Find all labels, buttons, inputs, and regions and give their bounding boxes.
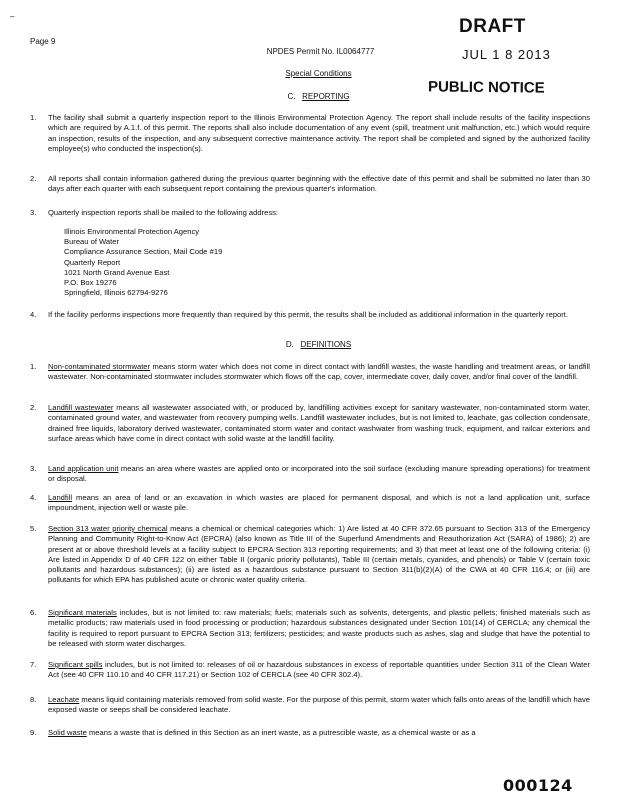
definition-text: means storm water which does not come in direct contact with landfill wastes, the waste handling and treatment areas, or landfill wastewater. Non-contaminated stormwater includes stormwater which flows off the cap, cover, intermediate cover, daily cover, and/or final cover of the landfill. xyxy=(48,362,590,382)
item-number: 6. xyxy=(30,608,37,617)
address-line: Compliance Assurance Section, Mail Code #19 xyxy=(64,247,223,257)
reporting-item xyxy=(30,208,590,218)
definition-term: Section 313 water priority chemical xyxy=(48,524,168,533)
definition-text: means an area of land or an excavation in which wastes are placed for permanent disposal, and which is not a land application unit, surface impoundment, injection well or waste pile. xyxy=(48,493,590,513)
item-number: 2. xyxy=(30,403,37,412)
document-number: 000124 xyxy=(503,776,573,795)
definition-item xyxy=(30,493,590,514)
item-number: 1. xyxy=(30,362,37,371)
definition-term: Solid waste xyxy=(48,728,87,737)
item-number: 7. xyxy=(30,660,37,669)
section-c-letter: C. xyxy=(287,92,296,101)
definition-item xyxy=(30,403,590,444)
item-number: 4. xyxy=(30,310,37,319)
address-line: Springfield, Illinois 62794-9276 xyxy=(64,288,168,298)
definition-term: Landfill xyxy=(48,493,73,502)
definition-term: Significant materials xyxy=(48,608,117,617)
item-text: If the facility performs inspections more frequently than required by this permit, the results shall be included as additional information in the quarterly report. xyxy=(48,310,569,319)
section-c-title: REPORTING xyxy=(302,92,350,101)
address-line: 1021 North Grand Avenue East xyxy=(64,267,170,277)
public-notice-stamp: PUBLIC NOTICE xyxy=(427,78,545,97)
address-line: Illinois Environmental Protection Agency xyxy=(64,227,200,236)
definition-item xyxy=(30,524,590,586)
definition-text: includes, but is not limited to: releases of oil or hazardous substances in excess of reportable quantities under Section 311 of the Clean Water Act (see 40 CFR 110.10 and 40 CFR 117.21) or Section 102 of CERCLA (see 40 CFR 302.4). xyxy=(48,660,590,680)
definition-item xyxy=(30,695,590,716)
section-d-heading xyxy=(0,340,617,349)
mailing-address xyxy=(64,227,222,298)
permit-number: NPDES Permit No. IL0064777 xyxy=(266,47,375,56)
definition-text: means a chemical or chemical categories which: 1) Are listed at 40 CFR 372.65 pursuant to Section 313 of the Emergency Planning and Community Right-to-Know Act (EPCRA) (also known as Title III of the Superfund Amendments and Reauthorization Act (SARA) of 1986); 2) are present at or above threshold levels at a facility subject to EPCRA Section 313 reporting requirements; and 3) that meet at least one of the following criteria: (i) Are listed in Appendix D of 40 CFR 122 on either Table II (organic priority pollutants), Table III (certain metals, cyanides, and phenols) or Table V (certain toxic pollutants and hazardous substances); (ii) are listed as a hazardous substance pursuant to Section 311(b)(2)(A) of the CWA at 40 CFR 116.4; or (iii) are pollutants for which EPA has published acute or chronic water quality criteria. xyxy=(48,524,590,585)
special-conditions-heading: Special Conditions xyxy=(285,69,352,78)
definition-term: Leachate xyxy=(48,695,80,704)
definition-term: Land application unit xyxy=(48,464,119,473)
section-d-letter: D. xyxy=(285,340,294,349)
item-text: The facility shall submit a quarterly inspection report to the Illinois Environmental Protection Agency. The report shall include results of the facility inspections which are required by A.1.f. of this permit. The reports shall also include documentation of any event (spill, treatment unit malfunction, etc.) which would require an inspection, results of the inspection, and any subsequent corrective maintenance activity. The report shall be completed and signed by the authorized facility employee(s) who conducted the inspection(s). xyxy=(48,113,590,153)
definition-term: Landfill wastewater xyxy=(48,403,114,412)
reporting-item xyxy=(30,310,590,320)
address-line: P.O. Box 19276 xyxy=(64,278,117,288)
address-line: Bureau of Water xyxy=(64,237,120,247)
definition-text: includes, but is not limited to: raw materials; fuels; materials such as solvents, detergents, and plastic pellets; finished materials such as metallic products; raw materials used in food processing or production; hazardous substances designated under Section 101(14) of CERCLA; any chemical the facility is required to report pursuant to EPCRA Section 313; fertilizers; pesticides; and waste products such as ashes, slag and sludge that have the potential to be released with storm water discharges. xyxy=(48,608,591,648)
definition-item xyxy=(30,362,590,383)
item-number: 8. xyxy=(30,695,37,704)
item-number: 1. xyxy=(30,113,37,122)
item-number: 3. xyxy=(30,208,37,217)
reporting-item xyxy=(30,113,590,154)
scan-mark: – xyxy=(10,12,15,21)
item-number: 3. xyxy=(30,464,37,473)
definition-text: means all wastewater associated with, or produced by, landfilling activities except for sanitary wastewater, non-contaminated storm water, contaminated ground water, and wastewater from recovery pumping wells. Landfill wastewater includes, but is not limited to, leachate, gas collection condensate, drained free liquids, laboratory derived wastewater, contaminated storm water and contact washwater from washing truck, equipment, and railcar exteriors and surface areas which have come in direct contact with solid waste at the landfill facility. xyxy=(48,403,590,443)
draft-stamp: DRAFT xyxy=(459,16,526,37)
item-number: 9. xyxy=(30,728,37,737)
page-number: Page 9 xyxy=(30,37,56,46)
address-line: Quarterly Report xyxy=(64,257,121,267)
date-stamp: JUL 1 8 2013 xyxy=(462,47,551,62)
item-number: 5. xyxy=(30,524,37,533)
definition-item xyxy=(30,464,590,485)
definition-item xyxy=(30,728,590,738)
item-text: Quarterly inspection reports shall be mailed to the following address: xyxy=(48,208,279,217)
section-c-heading xyxy=(0,92,617,101)
reporting-item xyxy=(30,174,590,195)
definition-text: means liquid containing materials removed from solid waste. For the purpose of this permit, storm water which falls onto areas of the landfill which have exposed waste or seeps shall be considered leachate. xyxy=(48,695,590,715)
definition-item xyxy=(30,660,590,681)
section-d-title: DEFINITIONS xyxy=(300,340,352,349)
definition-term: Non-contaminated stormwater xyxy=(48,362,151,371)
definition-text: means an area where wastes are applied onto or incorporated into the soil surface (excluding manure spreading operations) for treatment or disposal. xyxy=(48,464,590,484)
item-text: All reports shall contain information gathered during the previous quarter beginning with the effective date of this permit and shall be submitted no later than 30 days after each quarter with each subsequent report containing the previous quarter's information. xyxy=(48,174,590,194)
item-number: 4. xyxy=(30,493,37,502)
definition-text: means a waste that is defined in this Section as an inert waste, as a putrescible waste, as a chemical waste or as a xyxy=(86,728,476,737)
definition-item xyxy=(30,608,590,649)
item-number: 2. xyxy=(30,174,37,183)
definition-term: Significant spills xyxy=(48,660,103,669)
